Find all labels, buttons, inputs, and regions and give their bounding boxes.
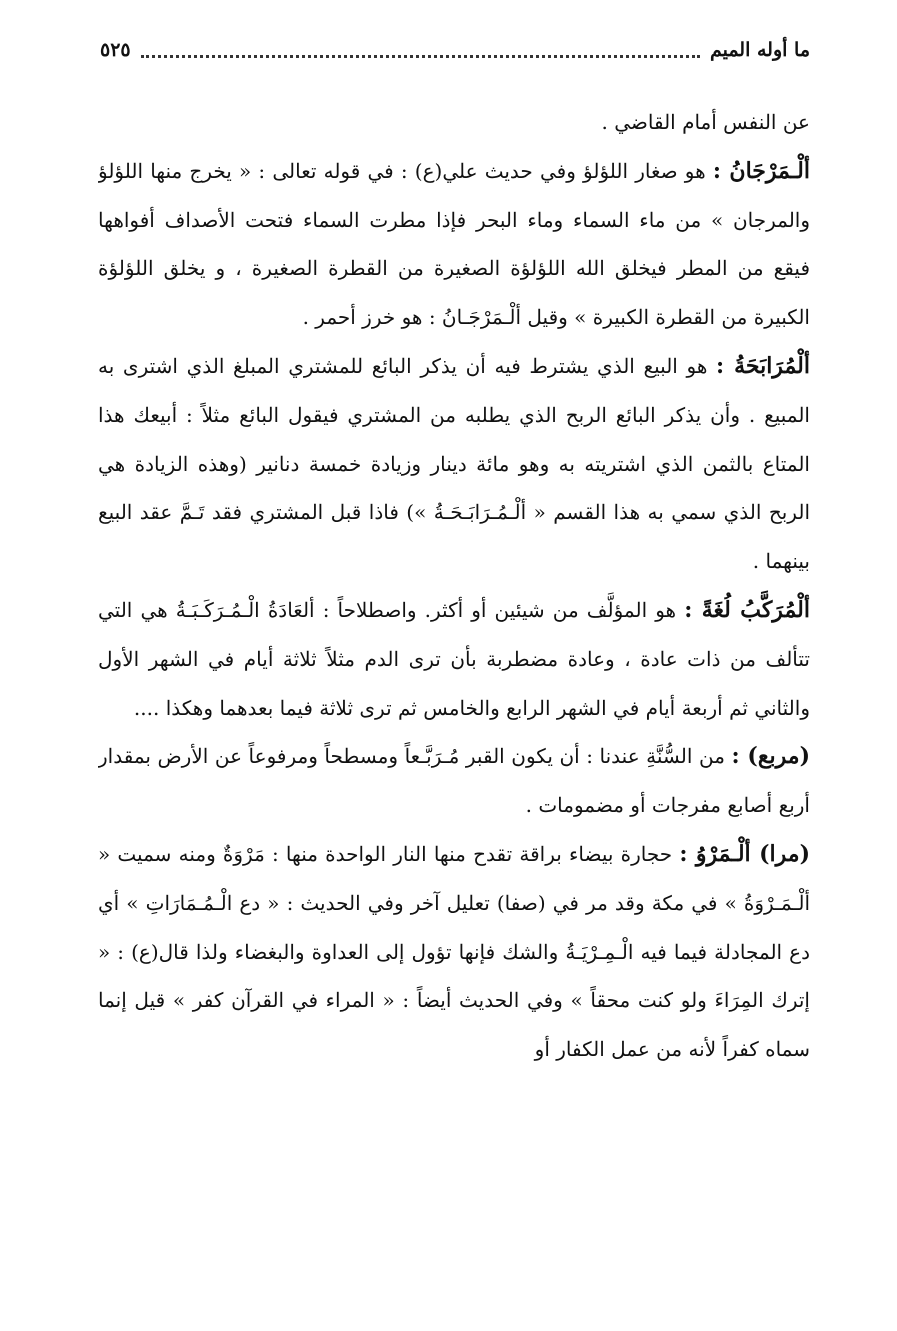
paragraph-text: عن النفس أمام القاضي .	[601, 110, 810, 134]
paragraph	[98, 732, 810, 830]
paragraph-text: حجارة بيضاء براقة تقدح منها النار الواحدة منها : مَرْوَةٌ ومنه سميت « ألْـمَـرْوَةُ » في مكة وقد مر في (صفا) تعليل آخر وفي الحديث : « دع الْـمُـمَارَاتِ » أي دع المجادلة فيما فيه الْـمِـرْيَـةُ والشك فإنها تؤول إلى العداوة والبغضاء ولذا قال(ع) : « إترك المِرَاءَ ولو كنت محقاً » وفي الحديث أيضاً : « المراء في القرآن كفر » قيل إنما سماه كفراً لأنه من عمل الكفار أو	[98, 841, 810, 1062]
paragraph-text: هو صغار اللؤلؤ وفي حديث علي(ع) : في قوله تعالى : « يخرج منها اللؤلؤ والمرجان » من ماء السماء وماء البحر فإذا مطرت السماء فتحت الأصداف أفواهها فيقع من المطر فيخلق الله اللؤلؤة الصغيرة من القطرة الصغيرة ، و يخلق اللؤلؤة الكبيرة من القطرة الكبيرة » وقيل ألْـمَرْجَـانُ : هو خرز أحمر .	[98, 158, 810, 330]
paragraph	[98, 830, 810, 1074]
header-dot-leader	[141, 43, 700, 58]
paragraph	[98, 586, 810, 732]
paragraph-text: هو البيع الذي يشترط فيه أن يذكر البائع للمشتري المبلغ الذي اشترى به المبيع . وأن يذكر البائع الربح الذي يطلبه من المشتري فيقول البائع مثلاً : أبيعك هذا المتاع بالثمن الذي اشتريته به وهو مائة دينار وزيادة خمسة دنانير (وهذه الزيادة هي الربح الذي سمي به هذا القسم « ألْـمُـرَابَـحَـةُ ») فاذا قبل المشتري فقد تَـمَّ عقد البيع بينهما .	[98, 353, 810, 574]
body-text	[98, 98, 810, 1288]
paragraph	[98, 147, 810, 342]
page-header	[100, 30, 810, 70]
entry-term: (مربع) :	[731, 743, 810, 770]
paragraph-text: هو المؤلَّف من شيئين أو أكثر. واصطلاحاً : ألعَادَةُ الْـمُـرَكَـبَـةُ هي التي تتألف من ذات عادة ، وعادة مضطربة بأن ترى الدم مثلاً ثلاثة أيام في الشهر الأول والثاني ثم أربعة أيام في الشهر الرابع والخامس ثم ترى ثلاثة فيما بعدهما وهكذا ....	[98, 597, 810, 720]
entry-term: ألْمُرَابَحَةُ :	[716, 352, 810, 379]
paragraph-text: من السُّنَّةِ عندنا : أن يكون القبر مُـرَبَّـعاً ومسطحاً ومرفوعاً عن الأرض بمقدار أربع أصابع مفرجات أو مضمومات .	[98, 744, 810, 818]
running-title: ما أوله الميم	[709, 39, 810, 61]
entry-term: ألْـمَرْجَانُ :	[712, 157, 810, 184]
entry-term: (مرا) ألْـمَرْوُ :	[679, 840, 810, 867]
entry-term: ألْمُرَكَّبُ لُغَةً :	[684, 596, 810, 623]
paragraph	[98, 342, 810, 586]
page-number: ٥٢٥	[100, 39, 131, 61]
paragraph	[98, 98, 810, 147]
